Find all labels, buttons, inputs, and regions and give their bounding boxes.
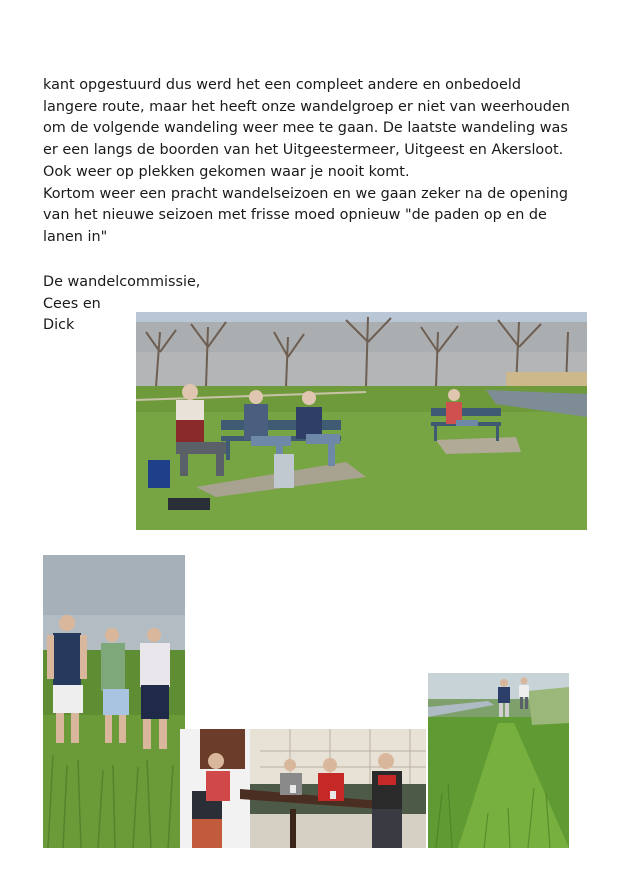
paragraph-line: Ook weer op plekken gekomen waar je nooit komt.: [43, 163, 410, 180]
paragraph-line: kant opgestuurd dus werd het een compleet andere en onbedoeld: [43, 77, 521, 93]
paragraph-line: om de volgende wandeling weer mee te gaan. De laatste wandeling was: [43, 120, 568, 137]
signature-line: Cees en: [43, 295, 101, 312]
paragraph-line: Kortom weer een pracht wandelseizoen en we gaan zeker na de opening: [43, 185, 568, 202]
photo-dike-path: [428, 673, 569, 848]
photo-dike-path-image: [428, 673, 569, 848]
paragraph-line: langere route, maar het heeft onze wandelgroep er niet van weerhouden: [43, 98, 570, 115]
paragraph-line: lanen in": [43, 228, 108, 245]
signature-line: De wandelcommissie,: [43, 274, 201, 290]
signature-line: Dick: [43, 317, 75, 334]
photo-three-walkers-image: [43, 555, 185, 848]
body-paragraph: [43, 75, 603, 249]
photo-cafe-group: [180, 729, 426, 848]
paragraph-line: van het nieuwe seizoen met frisse moed opnieuw "de paden op en de: [43, 207, 547, 224]
photo-park-benches: [136, 312, 587, 530]
photo-cafe-group-image: [180, 729, 426, 848]
paragraph-line: er een langs de boorden van het Uitgeestermeer, Uitgeest en Akersloot.: [43, 142, 564, 159]
photo-three-walkers: [43, 555, 185, 848]
photo-park-benches-image: [136, 312, 587, 530]
